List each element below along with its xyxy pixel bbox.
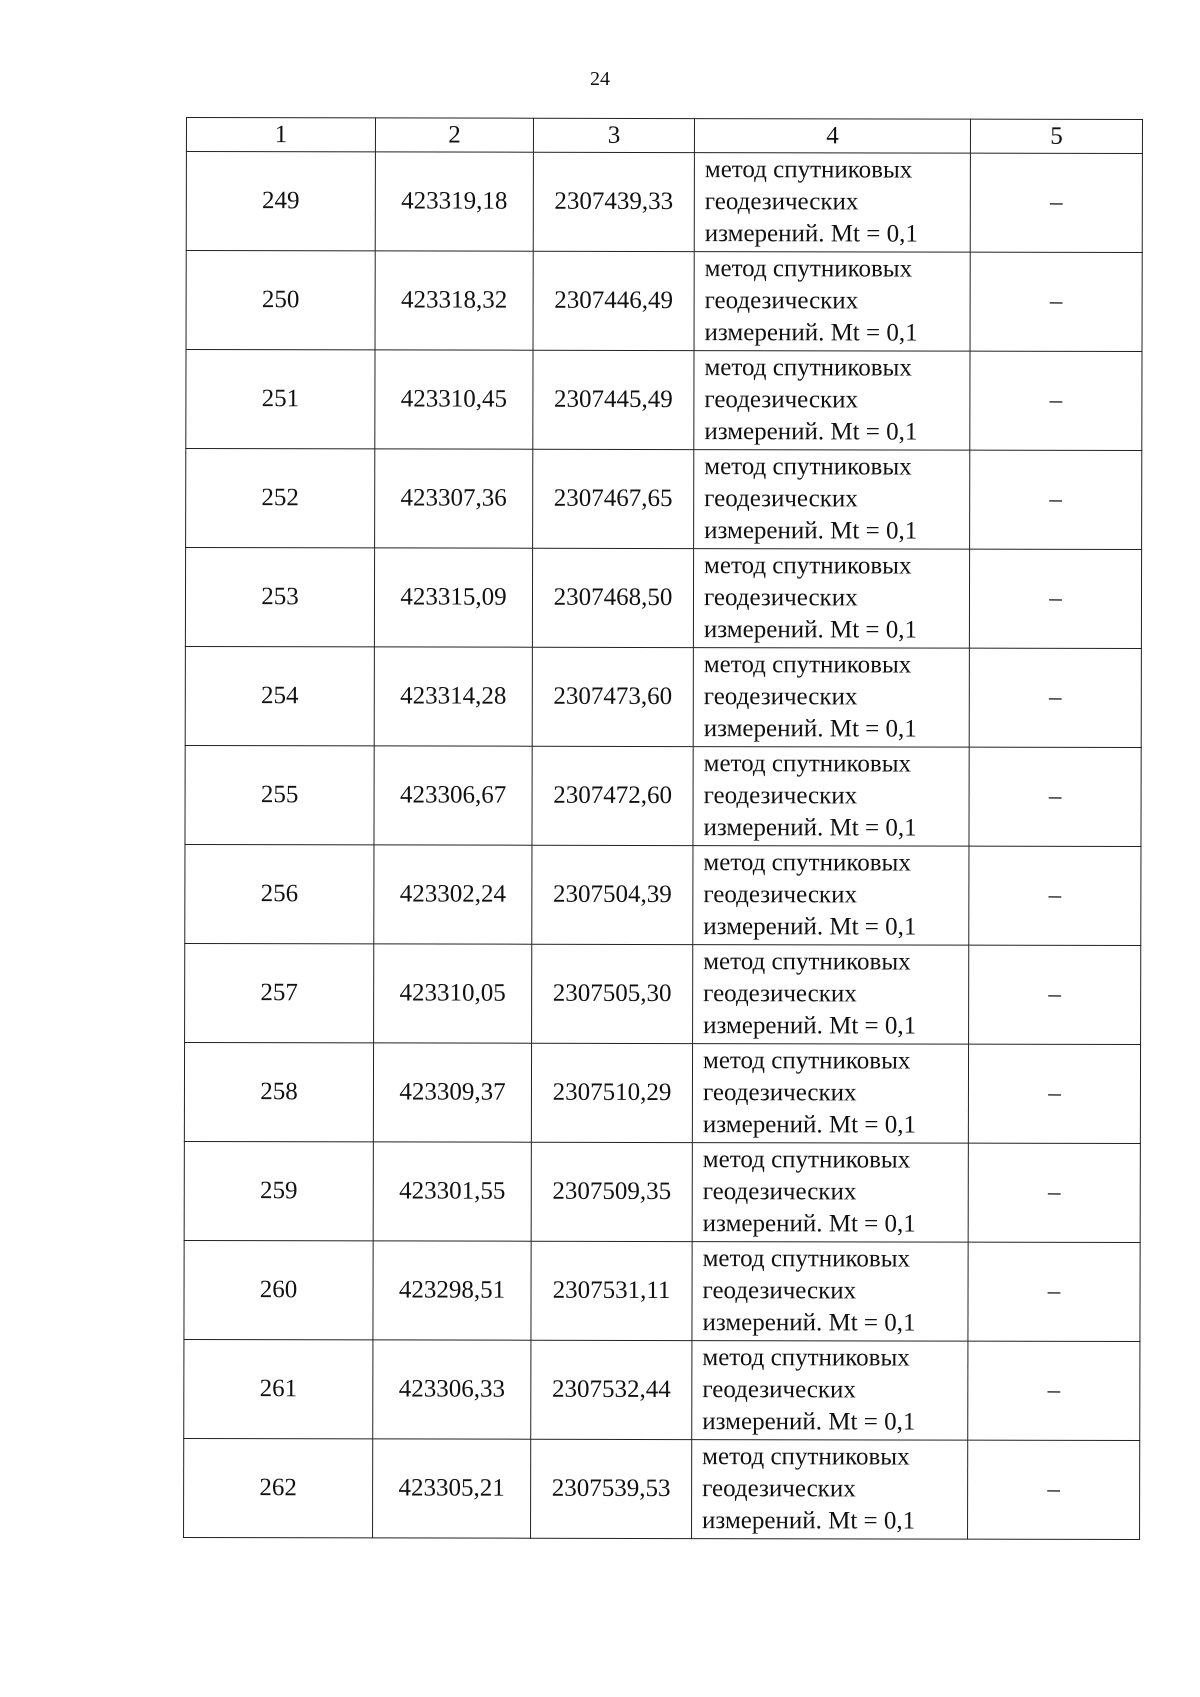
method-line: измерений. Mt = 0,1 bbox=[703, 715, 917, 743]
note-cell: – bbox=[969, 648, 1141, 747]
x-coordinate-cell: 423310,45 bbox=[375, 350, 533, 449]
method-cell bbox=[694, 450, 970, 550]
method-line: измерений. Mt = 0,1 bbox=[702, 1408, 916, 1436]
method-line: метод спутниковых bbox=[702, 1443, 910, 1471]
y-coordinate-cell: 2307531,11 bbox=[531, 1241, 692, 1340]
x-coordinate-cell: 423310,05 bbox=[374, 944, 532, 1043]
table-row bbox=[184, 1141, 1140, 1242]
x-coordinate-cell: 423298,51 bbox=[373, 1241, 531, 1340]
table-row bbox=[186, 251, 1142, 352]
point-number-cell: 258 bbox=[184, 1042, 373, 1141]
y-coordinate-cell: 2307473,60 bbox=[532, 647, 693, 746]
header-col-4: 4 bbox=[694, 119, 970, 154]
method-cell bbox=[692, 1341, 968, 1441]
x-coordinate-cell: 423306,33 bbox=[373, 1340, 531, 1439]
method-line: метод спутниковых bbox=[703, 750, 912, 778]
method-line: метод спутниковых bbox=[703, 948, 911, 976]
x-coordinate-cell: 423315,09 bbox=[374, 548, 532, 647]
table-row bbox=[184, 1240, 1140, 1341]
note-cell: – bbox=[968, 1044, 1140, 1143]
point-number-cell: 255 bbox=[185, 745, 374, 844]
point-number-cell: 256 bbox=[185, 844, 374, 943]
method-line: геодезических bbox=[703, 980, 857, 1008]
method-cell bbox=[692, 1242, 968, 1342]
y-coordinate-cell: 2307510,29 bbox=[531, 1043, 692, 1142]
note-cell: – bbox=[970, 153, 1142, 252]
note-cell: – bbox=[970, 450, 1142, 549]
method-cell bbox=[693, 945, 969, 1045]
y-coordinate-cell: 2307505,30 bbox=[532, 944, 693, 1043]
note-cell: – bbox=[968, 1242, 1140, 1341]
method-line: геодезических bbox=[703, 881, 857, 909]
x-coordinate-cell: 423302,24 bbox=[374, 845, 532, 944]
y-coordinate-cell: 2307445,49 bbox=[533, 350, 694, 449]
table-row bbox=[185, 844, 1141, 945]
method-line: измерений. Mt = 0,1 bbox=[703, 913, 917, 941]
method-line: метод спутниковых bbox=[704, 156, 913, 184]
method-line: геодезических bbox=[704, 485, 858, 513]
y-coordinate-cell: 2307472,60 bbox=[532, 746, 693, 845]
method-line: геодезических bbox=[702, 1178, 857, 1206]
note-cell: – bbox=[969, 945, 1141, 1044]
table-row bbox=[186, 449, 1142, 550]
method-line: метод спутниковых bbox=[703, 651, 912, 679]
y-coordinate-cell: 2307509,35 bbox=[531, 1142, 692, 1241]
note-cell: – bbox=[968, 1143, 1140, 1242]
point-number-cell: 254 bbox=[185, 646, 374, 745]
method-cell bbox=[692, 1440, 968, 1540]
note-cell: – bbox=[968, 1440, 1140, 1539]
point-number-cell: 249 bbox=[186, 152, 375, 251]
x-coordinate-cell: 423301,55 bbox=[373, 1142, 531, 1241]
method-line: геодезических bbox=[703, 782, 858, 810]
point-number-cell: 261 bbox=[184, 1339, 373, 1438]
header-col-1: 1 bbox=[186, 118, 375, 152]
x-coordinate-cell: 423306,67 bbox=[374, 746, 532, 845]
method-line: метод спутниковых bbox=[704, 354, 912, 382]
method-line: геодезических bbox=[702, 1475, 856, 1503]
method-cell bbox=[692, 1044, 968, 1144]
method-line: метод спутниковых bbox=[704, 453, 912, 481]
method-line: измерений. Mt = 0,1 bbox=[703, 616, 918, 644]
method-line: метод спутниковых bbox=[702, 1047, 911, 1075]
point-number-cell: 252 bbox=[186, 449, 375, 548]
point-number-cell: 253 bbox=[185, 548, 374, 647]
method-line: измерений. Mt = 0,1 bbox=[704, 517, 918, 545]
table-row bbox=[184, 1438, 1140, 1539]
point-number-cell: 251 bbox=[186, 350, 375, 449]
y-coordinate-cell: 2307504,39 bbox=[532, 845, 693, 944]
method-line: метод спутниковых bbox=[702, 1245, 911, 1273]
table-body bbox=[184, 152, 1143, 1540]
method-cell bbox=[693, 549, 969, 649]
method-line: геодезических bbox=[703, 683, 858, 711]
note-cell: – bbox=[969, 846, 1141, 945]
method-cell bbox=[694, 351, 970, 451]
page-number: 24 bbox=[590, 68, 610, 90]
x-coordinate-cell: 423318,32 bbox=[375, 251, 533, 350]
note-cell: – bbox=[969, 747, 1141, 846]
method-line: измерений. Mt = 0,1 bbox=[704, 418, 918, 446]
method-cell bbox=[694, 252, 970, 352]
method-line: измерений. Mt = 0,1 bbox=[702, 1507, 916, 1535]
x-coordinate-cell: 423314,28 bbox=[374, 647, 532, 746]
table-row bbox=[186, 152, 1142, 253]
method-line: метод спутниковых bbox=[704, 552, 912, 580]
method-line: измерений. Mt = 0,1 bbox=[704, 319, 918, 347]
point-number-cell: 259 bbox=[184, 1141, 373, 1240]
method-line: измерений. Mt = 0,1 bbox=[702, 1111, 916, 1139]
method-line: геодезических bbox=[702, 1376, 856, 1404]
header-row bbox=[186, 118, 1142, 154]
method-line: геодезических bbox=[704, 287, 859, 315]
x-coordinate-cell: 423305,21 bbox=[373, 1439, 531, 1538]
table-row bbox=[185, 646, 1141, 747]
header-col-2: 2 bbox=[375, 118, 533, 152]
header-col-5: 5 bbox=[970, 119, 1142, 153]
method-cell bbox=[694, 153, 970, 253]
method-line: метод спутниковых bbox=[704, 255, 913, 283]
method-line: метод спутниковых bbox=[703, 849, 911, 877]
method-line: метод спутниковых bbox=[702, 1344, 910, 1372]
note-cell: – bbox=[968, 1341, 1140, 1440]
table-row bbox=[184, 1042, 1140, 1143]
point-number-cell: 262 bbox=[184, 1438, 373, 1537]
method-line: измерений. Mt = 0,1 bbox=[702, 1309, 916, 1337]
method-cell bbox=[692, 1143, 968, 1243]
point-number-cell: 257 bbox=[185, 943, 374, 1042]
y-coordinate-cell: 2307467,65 bbox=[533, 449, 694, 548]
method-line: геодезических bbox=[704, 188, 859, 216]
x-coordinate-cell: 423309,37 bbox=[373, 1043, 531, 1142]
method-line: измерений. Mt = 0,1 bbox=[703, 1012, 917, 1040]
point-number-cell: 260 bbox=[184, 1240, 373, 1339]
method-line: геодезических bbox=[702, 1277, 857, 1305]
method-line: метод спутниковых bbox=[702, 1146, 911, 1174]
table-header bbox=[186, 118, 1142, 154]
method-line: измерений. Mt = 0,1 bbox=[703, 814, 917, 842]
point-number-cell: 250 bbox=[186, 251, 375, 350]
method-line: измерений. Mt = 0,1 bbox=[704, 220, 918, 248]
y-coordinate-cell: 2307446,49 bbox=[533, 251, 694, 350]
table-row bbox=[185, 745, 1141, 846]
y-coordinate-cell: 2307439,33 bbox=[533, 152, 694, 251]
table-row bbox=[185, 548, 1141, 649]
table-row bbox=[185, 943, 1141, 1044]
y-coordinate-cell: 2307532,44 bbox=[531, 1340, 692, 1439]
method-cell bbox=[693, 648, 969, 748]
table-row bbox=[184, 1339, 1140, 1440]
header-col-3: 3 bbox=[533, 118, 694, 152]
x-coordinate-cell: 423319,18 bbox=[375, 152, 533, 251]
note-cell: – bbox=[969, 549, 1141, 648]
table-row bbox=[186, 350, 1142, 451]
note-cell: – bbox=[970, 351, 1142, 450]
method-line: измерений. Mt = 0,1 bbox=[702, 1210, 916, 1238]
y-coordinate-cell: 2307468,50 bbox=[532, 548, 693, 647]
method-line: геодезических bbox=[703, 584, 858, 612]
method-cell bbox=[693, 747, 969, 847]
method-cell bbox=[693, 846, 969, 946]
method-line: геодезических bbox=[704, 386, 859, 414]
note-cell: – bbox=[970, 252, 1142, 351]
y-coordinate-cell: 2307539,53 bbox=[531, 1439, 692, 1538]
x-coordinate-cell: 423307,36 bbox=[375, 449, 533, 548]
method-line: геодезических bbox=[702, 1079, 857, 1107]
coordinates-table bbox=[183, 117, 1143, 1540]
